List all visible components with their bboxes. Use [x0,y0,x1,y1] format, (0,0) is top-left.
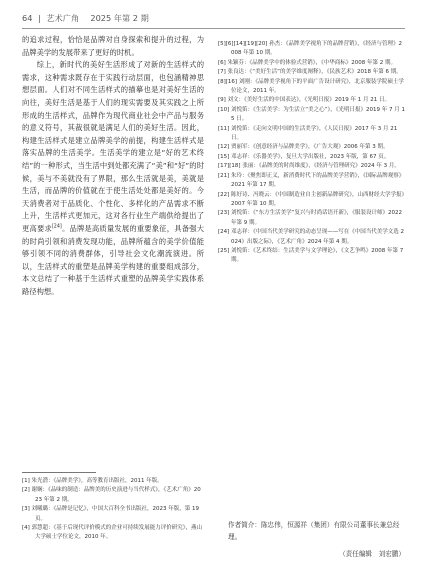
page-number: 64 [22,13,33,23]
body-paragraph: 的追求过程，恰恰是品牌对自身探索和提升的过程，为品牌美学的发展带来了更好的时机。 [22,35,204,57]
body-column-left [22,34,204,298]
journal-name: 艺术广角 [46,13,80,23]
reference: [12] 贾丽军：《创意经济与品牌美学》，《广告大观》2006 年第 3 期。 [218,144,389,151]
reference: [7] 张良达：《“美好生活”的美学维度阐释》，《民族艺术》2018 年第 6 期。 [218,69,402,76]
reference: [23] 刘悦笛：《“东方生活美学”复兴与时尚话语开新》，《服装设计师》2022 年第 9 期。 [218,210,402,226]
header-separator: | [38,13,41,23]
reference: [24] 邓志祥：《中国当代美学研究的动态呈现——写在《中国当代美学文选 2024》出版之际》，《艺术广角》2024 年第 4 期。 [218,229,405,245]
reference: [17][18] 张丽：《品牌美的时尚维度》，《经济与管理研究》2024 年 3 月。 [218,163,400,170]
sentence-end: 。 [61,223,70,233]
reference: [5][6][14][19][20] 孙杰：《品牌美学视角下的品牌营销》，《经济与管理》2008 年第 10 期。 [218,41,402,57]
body-paragraph-text: 综上，新时代的美好生活形成了对新的生活样式的需求，这种需求既存在于实践行动层面，也包涵精神思想层面。人们对不同生活样式的描摹也是对美好生活的向往，美好生活是基于人们的现实需要及其实践之上所形成的生活样式，品牌作为现代商业社会中产品与服务的意义符号，其裁很就是满足人们的美好生活。因此，构建生活样式是建立品牌美学的前提，构建生活样式是落实品牌的生活美学。生活美学的建立是“好的艺术终结”的一种形式，当生活中到处都充满了“美”和“好”的时候，美与不美就没有了界限，那么生活就是美，美就是生活，而品牌的价值就在于使生活处处都是美好的。今天消费者对于品质化、个性化、多样化的产品需求不断上升，生活样式更加元，这对各行业生产端供给提出了更高要求 [22,60,204,233]
reference: [22] 陈好诗、冯晓云：《中国制造业自主创新品牌研究》，山西财经大学学报》2007 年第 10 期。 [218,191,405,207]
reference: [9] 刘文：《美好生活的中国表达》，《光明日报》2019 年 1 月 21 日。 [218,97,391,104]
footnote: [3] 刘曦璐：《品牌是记忆》，中国大百科全书出版社，2023 年版，第 19 页。 [22,506,200,522]
reference: [11] 刘悦笛：《走向文明中国的生活美学》，《人民日报》2017 年 3 月 21 日。 [218,125,398,142]
reference: [8][16] 刘刚：《品牌美学视角下的平面广告设计研究》，北京服装学院硕士学位论文，2011 年。 [218,78,404,95]
reference: [6] 朱颖芬：《品牌美学中的体验式营销》，《中华商标》2008 年第 2 期。 [218,59,397,66]
editor-credit: （责任编辑 刘宏鹏） [339,550,405,558]
references-column [218,40,405,266]
reference: [15] 邓志祥：《乐器美学》，复旦大学出版社，2023 年版，第 67 页。 [218,153,390,160]
footnote: [2] 谢娴：《品味的制造：品牌美的历史演进与当代样式》，《艺术广角》2023 年第 2 期。 [22,487,201,503]
reference: [25] 刘悦笛：《艺术终结：生活美学与文学理论》，《文艺争鸣》2008 年第 7 期。 [218,247,404,264]
reference: [10] 刘悦笛：《生活美学：为生活立“美之心”》，《光明日报》2019 年 7 月 15 日。 [218,106,405,123]
page-header [22,8,405,29]
body-paragraph-text: 品牌是高质量发展的重要象征，具备强大的时尚引领和消费发现功能，品牌所蕴含的美学价值能够引领不同的消费群体，引导社会文化潮流演进。所以，生活样式的重塑是品牌美学构建的重要组成部分，本文总结了一种基于生活样式重塑的品牌美学实践体系路径构想。 [22,223,204,296]
author-bio: 作者简介：陈忠伟，恒源祥（集团）有限公司董事长兼总经理。 [228,521,400,541]
body-paragraph [22,59,204,298]
reference: [21] 朱玲：《聚焦即正义，新消费时代下的品牌美学营销》，《国际品牌观察》2021 年第 17 期。 [218,172,405,189]
citation-superscript: [24] [51,224,62,230]
footnotes [22,477,204,543]
issue-label: 2025 年第 2 期 [90,13,149,23]
footnote: [4] 郭慧超：《基于后现代评价模式的企业可持续发展能力评价研究》，燕山大学硕士学位论文，2010 年。 [22,525,203,541]
footnote: [1] 朱光潜：《品牌美学》，高等教育出版社，2011 年版。 [22,478,163,484]
footnote-divider [22,472,96,473]
